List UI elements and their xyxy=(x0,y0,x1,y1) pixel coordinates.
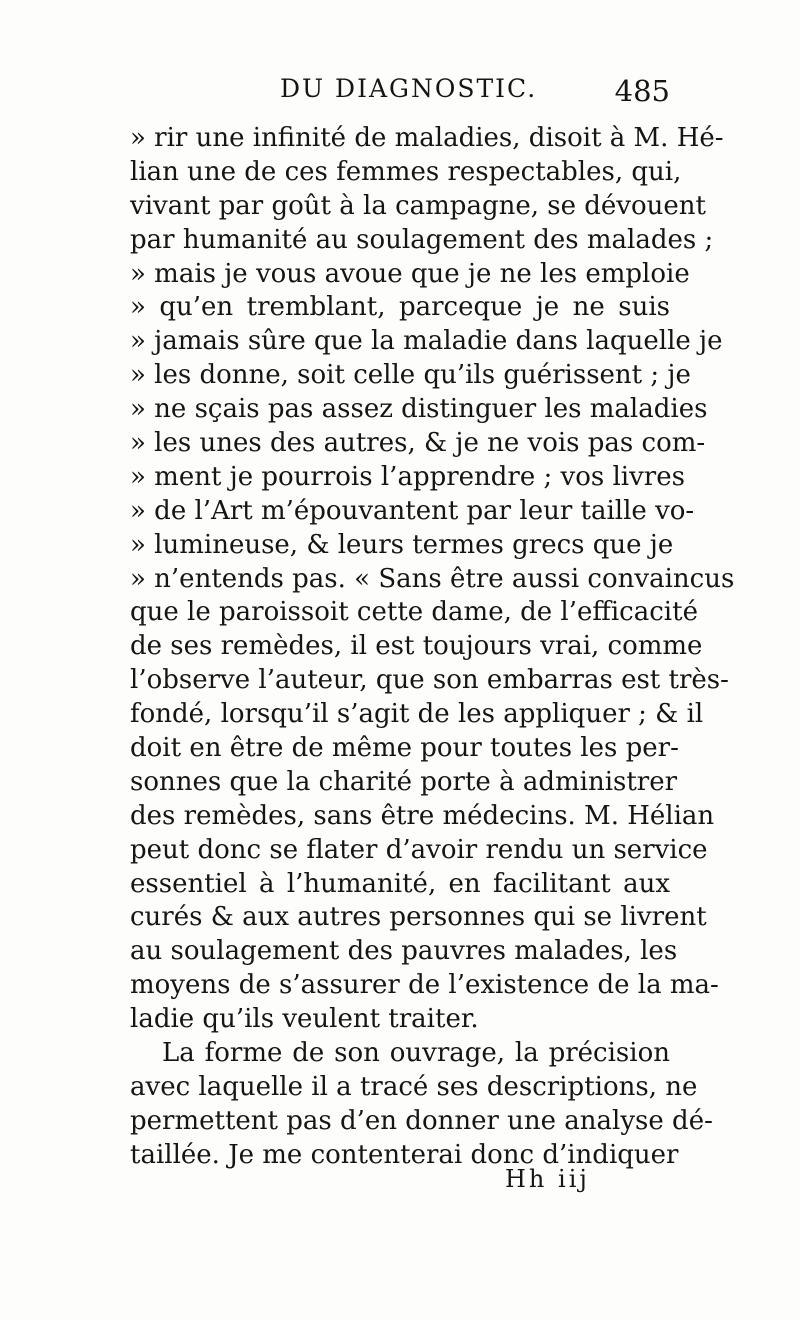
text-line: doit en être de même pour toutes les per- xyxy=(130,733,679,764)
text-line: au soulagement des pauvres malades, les xyxy=(130,936,678,967)
paragraph-first-line: La forme de son ouvrage, la précision xyxy=(162,1038,670,1069)
text-line: essentiel à l’humanité, en facilitant aux xyxy=(130,868,670,899)
page-header xyxy=(130,74,670,114)
text-line: curés & aux autres personnes qui se livrent xyxy=(130,902,707,933)
text-line: » mais je vous avoue que je ne les emploie xyxy=(130,258,690,289)
page-number: 485 xyxy=(614,74,670,108)
text-line: sonnes que la charité porte à administrer xyxy=(130,766,678,797)
text-line: fondé, lorsqu’il s’agit de les appliquer ; & il xyxy=(130,699,704,730)
text-line: taillée. Je me contenterai donc d’indiquer xyxy=(130,1139,679,1170)
text-line: » ne sçais pas assez distinguer les maladies xyxy=(130,394,708,425)
text-line: ladie qu’ils veulent traiter. xyxy=(130,1004,479,1035)
text-line: » qu’en tremblant, parceque je ne suis xyxy=(130,292,670,323)
text-line: moyens de s’assurer de l’existence de la ma- xyxy=(130,970,719,1001)
text-line: » rir une infinité de maladies, disoit à M. Hé- xyxy=(130,123,724,153)
text-line: » les donne, soit celle qu’ils guérissent ; je xyxy=(130,360,691,391)
text-line: » lumineuse, & leurs termes grecs que je xyxy=(130,529,674,560)
running-head: DU DIAGNOSTIC. xyxy=(280,74,538,103)
text-line: l’observe l’auteur, que son embarras est très- xyxy=(130,665,729,696)
text-line: » de l’Art m’épouvantent par leur taille vo- xyxy=(130,495,695,526)
text-line: avec laquelle il a tracé ses descriptions, ne xyxy=(130,1071,698,1102)
text-line: » n’entends pas. « Sans être aussi convaincus xyxy=(130,563,735,594)
signature-mark: Hh iij xyxy=(505,1165,590,1193)
text-line: de ses remèdes, il est toujours vrai, comme xyxy=(130,631,703,662)
text-line: permettent pas d’en donner une analyse dé- xyxy=(130,1105,713,1136)
text-line: lian une de ces femmes respectables, qui, xyxy=(130,156,682,187)
text-line: des remèdes, sans être médecins. M. Hélian xyxy=(130,800,715,831)
text-line: par humanité au soulagement des malades ; xyxy=(130,224,714,255)
text-line: » ment je pourrois l’apprendre ; vos livres xyxy=(130,461,685,492)
body-text xyxy=(130,122,735,1173)
text-line: » les unes des autres, & je ne vois pas com- xyxy=(130,428,706,459)
text-line: peut donc se flater d’avoir rendu un service xyxy=(130,834,708,865)
text-line: vivant par goût à la campagne, se dévouent xyxy=(130,190,706,221)
text-line: que le paroissoit cette dame, de l’efficacité xyxy=(130,597,698,628)
text-line: » jamais sûre que la maladie dans laquelle je xyxy=(130,326,723,357)
